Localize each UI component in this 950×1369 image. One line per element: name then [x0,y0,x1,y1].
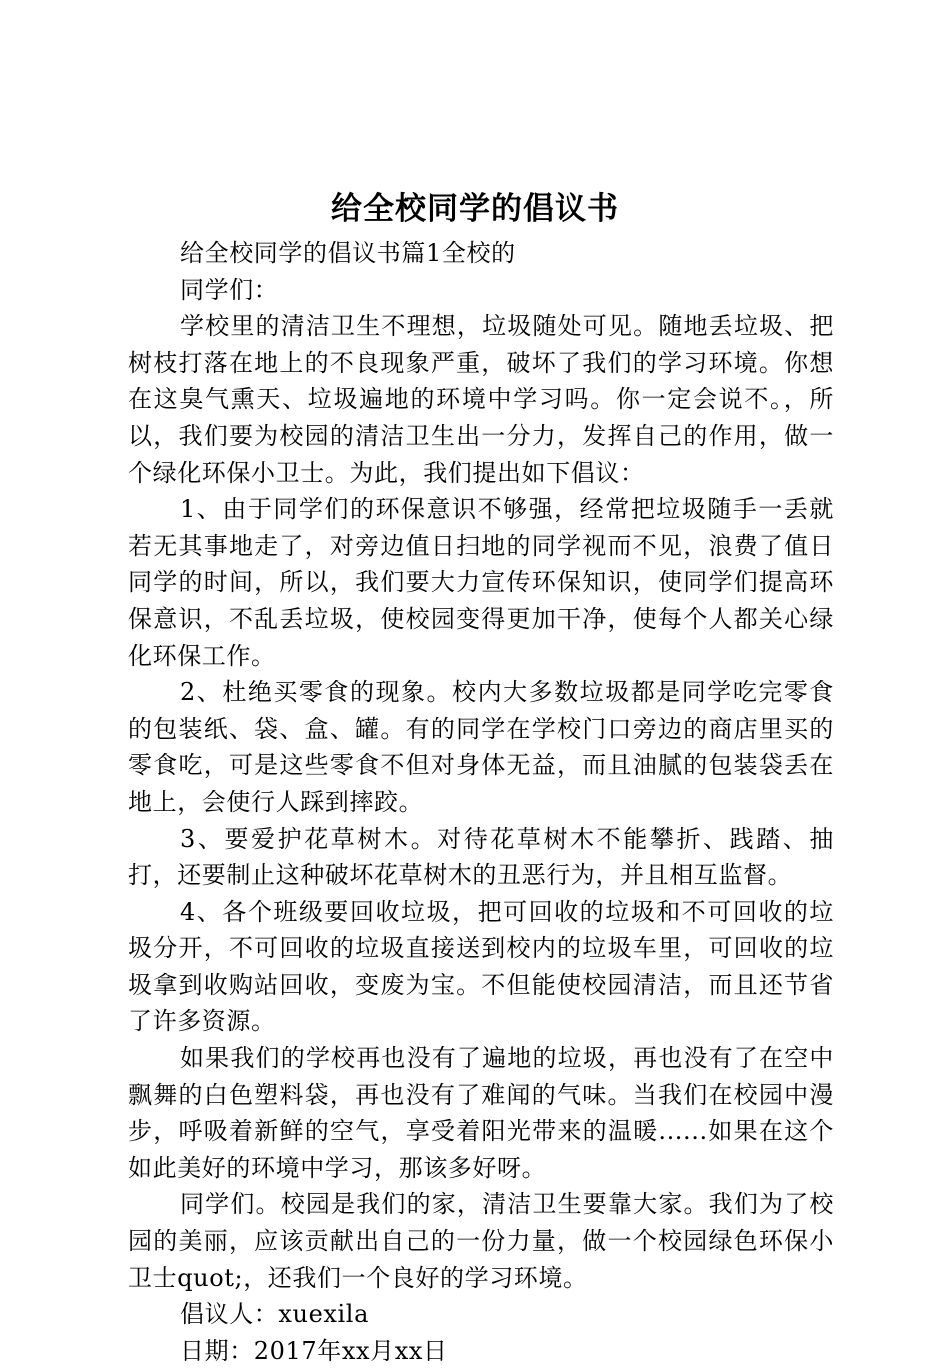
paragraph-proposal-1: 1、由于同学们的环保意识不够强，经常把垃圾随手一丢就若无其事地走了，对旁边值日扫地的同学视而不见，浪费了值日同学的时间，所以，我们要大力宣传环保知识，使同学们提高环保意识，不乱丢垃圾，使校园变得更加干净，使每个人都关心绿化环保工作。 [128,495,834,670]
paragraph-intro: 学校里的清洁卫生不理想，垃圾随处可见。随地丢垃圾、把树枝打落在地上的不良现象严重，破坏了我们的学习环境。你想在这臭气熏天、垃圾遍地的环境中学习吗。你一定会说不。，所以，我们要为校园的清洁卫生出一分力，发挥自己的作用，做一个绿化环保小卫士。为此，我们提出如下倡议： [128,312,834,487]
paragraph-salutation: 同学们： [180,275,279,304]
paragraph-closing: 同学们。校园是我们的家，清洁卫生要靠大家。我们为了校园的美丽，应该贡献出自己的一份力量，做一个校园绿色环保小卫士quot;，还我们一个良好的学习环境。 [128,1190,834,1292]
paragraph-proposal-3: 3、要爱护花草树木。对待花草树木不能攀折、践踏、抽打，还要制止这种破坏花草树木的丑恶行为，并且相互监督。 [128,824,834,890]
document-body [128,235,834,1369]
paragraph-proposal-4: 4、各个班级要回收垃圾，把可回收的垃圾和不可回收的垃圾分开，不可回收的垃圾直接送到校内的垃圾车里，可回收的垃圾拿到收购站回收，变废为宝。不但能使校园清洁，而且还节省了许多资源。 [128,897,834,1036]
document-title: 给全校同学的倡议书 [331,191,619,227]
paragraph-proposal-2: 2、杜绝买零食的现象。校内大多数垃圾都是同学吃完零食的包装纸、袋、盒、罐。有的同学在学校门口旁边的商店里买的零食吃，可是这些零食不但对身体无益，而且油腻的包装袋丢在地上，会使行人踩到摔跤。 [128,678,834,816]
paragraph-vision: 如果我们的学校再也没有了遍地的垃圾，再也没有了在空中飘舞的白色塑料袋，再也没有了难闻的气味。当我们在校园中漫步，呼吸着新鲜的空气，享受着阳光带来的温暖......如果在这个如此美好的环境中学习，那该多好呀。 [128,1044,834,1182]
paragraph-date: 日期：2017年xx月xx日 [180,1336,448,1365]
paragraph-signature: 倡议人：xuexila [180,1300,369,1329]
paragraph-heading-line: 给全校同学的倡议书篇1全校的 [180,239,516,267]
